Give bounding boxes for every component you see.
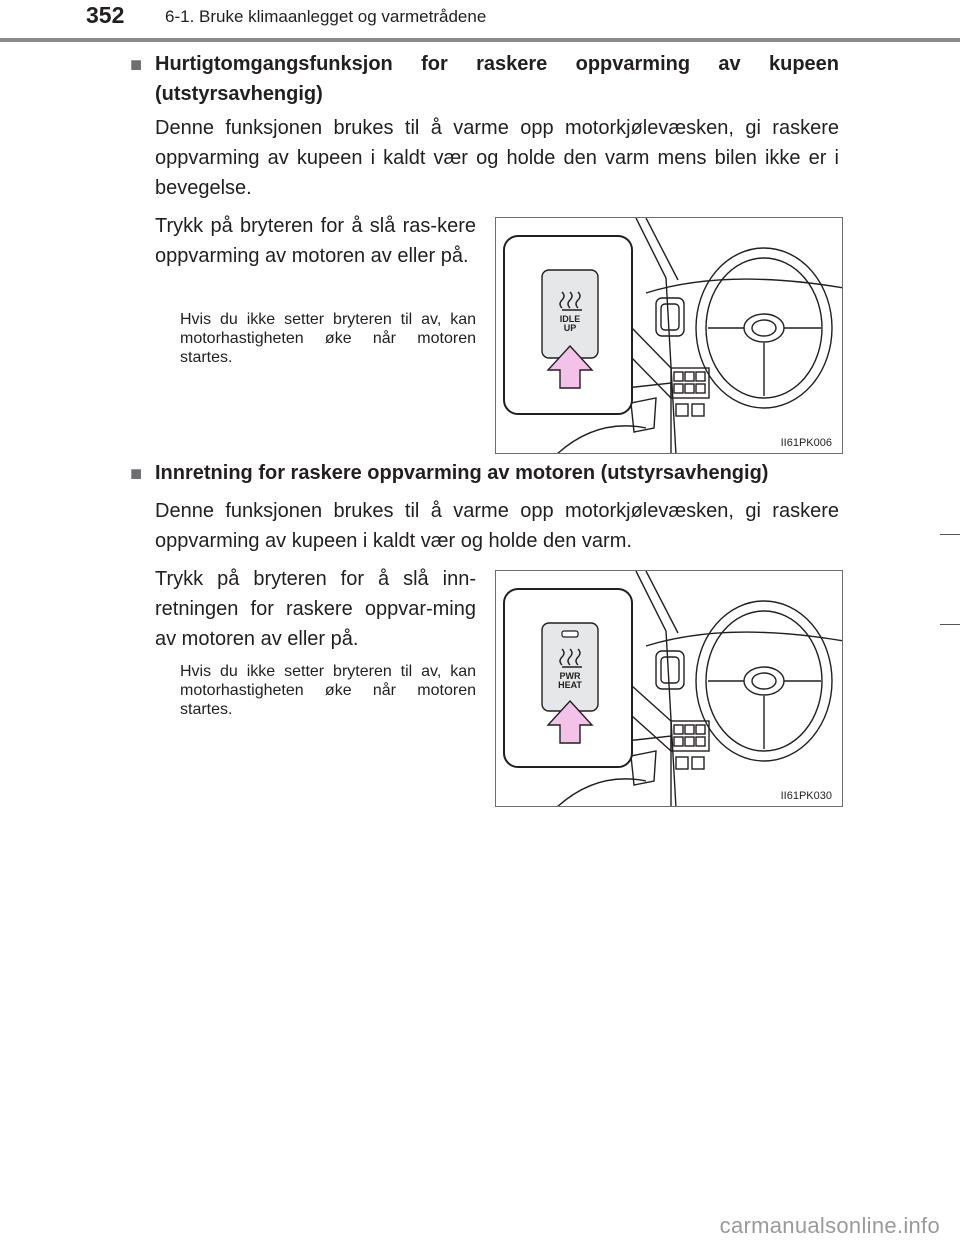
header-rule xyxy=(0,38,960,42)
section-bullet: ■ xyxy=(130,463,143,485)
margin-tick xyxy=(940,534,960,535)
margin-tick xyxy=(940,624,960,625)
instruction-text: Trykk på bryteren for å slå ras-kere oppvarming av motoren av eller på. xyxy=(155,215,476,267)
note-text: Hvis du ikke setter bryteren til av, kan motorhastigheten øke når motoren startes. xyxy=(180,311,476,366)
section-heading: Innretning for raskere oppvarming av motoren (utstyrsavhengig) xyxy=(155,462,769,484)
figure-code: II61PK030 xyxy=(780,790,832,802)
dashboard-illustration xyxy=(495,570,843,807)
page-header xyxy=(0,0,960,40)
section-heading: Hurtigtomgangsfunksjon for raskere oppvarming av kupeen (utstyrsavhengig) xyxy=(155,53,839,105)
dashboard-illustration xyxy=(495,217,843,454)
dashboard-drawing xyxy=(496,571,843,807)
page-number: 352 xyxy=(86,2,125,28)
watermark: carmanualsonline.info xyxy=(719,1213,940,1238)
dashboard-drawing xyxy=(496,218,843,454)
note-text: Hvis du ikke setter bryteren til av, kan motorhastigheten øke når motoren startes. xyxy=(180,663,476,718)
instruction-text: Trykk på bryteren for å slå inn-retningen for raskere oppvar-ming av motoren av eller på. xyxy=(155,568,476,650)
chapter-title: 6-1. Bruke klimaanlegget og varmetrådene xyxy=(165,7,487,26)
section-paragraph: Denne funksjonen brukes til å varme opp motorkjølevæsken, gi raskere oppvarming av kupeen i kaldt vær og holde den varm. xyxy=(155,500,839,552)
switch-label: IDLE UP xyxy=(559,314,581,333)
section-paragraph: Denne funksjonen brukes til å varme opp motorkjølevæsken, gi raskere oppvarming av kupeen i kaldt vær og holde den varm mens bilen ikke er i bevegelse. xyxy=(155,117,839,199)
figure-code: II61PK006 xyxy=(780,437,832,449)
section-bullet: ■ xyxy=(130,54,143,76)
switch-label: PWR HEAT xyxy=(558,671,582,690)
